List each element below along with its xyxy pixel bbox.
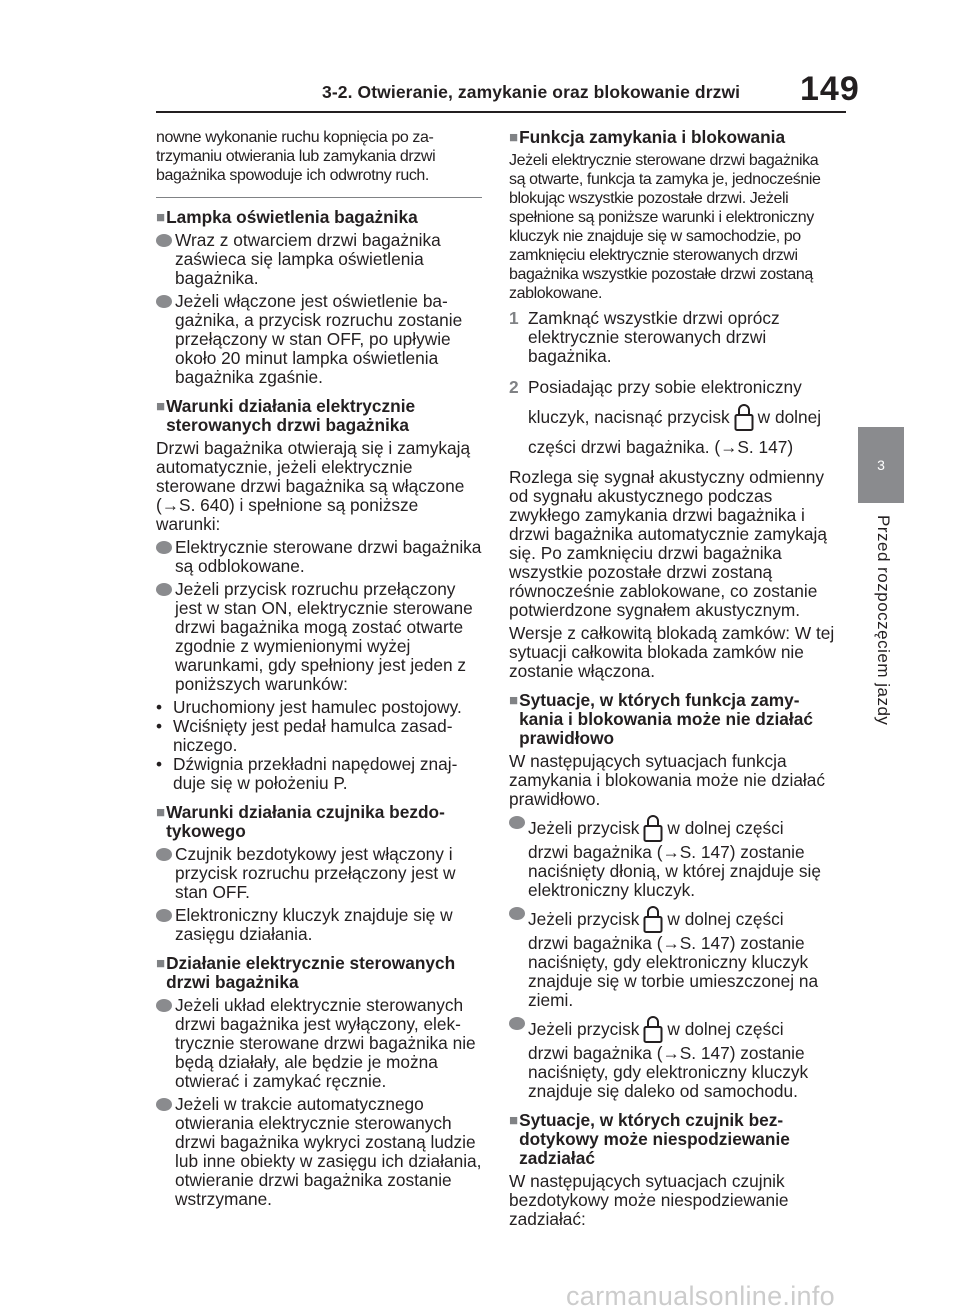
right-column xyxy=(509,128,835,1233)
square-marker-icon: ■ xyxy=(509,129,519,146)
body-paragraph: Rozlega się sygnał akustyczny odmienny od sygnału akustycznego podczas zwykłego zamykania drzwi bagażnika i drzwi bagażnika automatycznie zamykają się. Po zamknięciu drzwi bagażnika wszystkie pozostałe drzwi zostaną równocześnie zablokowane, co zostanie potwierdzone sygnałem akustycznym. xyxy=(509,467,827,620)
section-heading: ■ Sytuacje, w których funkcja zamykania i blokowania może nie działać prawidłowo xyxy=(509,690,813,748)
bullet-icon xyxy=(156,999,172,1012)
bullet-icon xyxy=(509,816,525,829)
bullet-icon xyxy=(156,909,172,922)
step-item: 2 Posiadając przy sobie elektroniczny kluczyk, nacisnąć przycisk w dolnej części drzwi bagażnika. (→S. 147) xyxy=(509,372,835,462)
step-item: 1 Zamknąć wszystkie drzwi oprócz elektrycznie sterowanych drzwi bagażnika. xyxy=(509,308,780,366)
body-paragraph: Wersje z całkowitą blokadą zamków: W tej sytuacji całkowita blokada zamków nie zostanie włączona. xyxy=(509,623,835,681)
intro-paragraph: nowne wykonanie ruchu kopnięcia po zatrzymaniu otwierania lub zamykania drzwi bagażnika spowoduje ich odwrotny ruch. xyxy=(156,129,436,184)
bullet-item: Elektroniczny kluczyk znajduje się w zasięgu działania. xyxy=(156,906,482,944)
bullet-icon xyxy=(156,1098,172,1111)
bullet-icon xyxy=(156,583,172,596)
section-heading: ■ Działanie elektrycznie sterowanych drzwi bagażnika xyxy=(156,953,456,992)
body-paragraph: W następujących sytuacjach funkcja zamykania i blokowania może nie działać prawidłowo. xyxy=(509,751,826,809)
small-bullet-icon: • xyxy=(156,697,163,717)
bullet-item: Jeżeli w trakcie automatycznego otwierania elektrycznie sterowanych drzwi bagażnika wykryci zostaną ludzie lub inne obiekty w zasięgu ich działania, otwieranie drzwi bagażnika zostanie wstrzymane. xyxy=(156,1095,482,1209)
body-paragraph: Drzwi bagażnika otwierają się i zamykają automatycznie, jeżeli elektrycznie sterowane drzwi bagażnika są włączone (→S. 640) i spełnione są poniższe warunki: xyxy=(156,438,471,534)
section-heading: ■ Warunki działania czujnika bezdotykowego xyxy=(156,802,445,841)
square-marker-icon: ■ xyxy=(156,955,166,972)
square-marker-icon: ■ xyxy=(156,209,166,226)
bullet-icon xyxy=(156,234,172,247)
square-marker-icon: ■ xyxy=(156,804,166,821)
bullet-icon xyxy=(156,848,172,861)
square-marker-icon: ■ xyxy=(509,692,519,709)
section-heading: ■ Funkcja zamykania i blokowania xyxy=(509,127,786,147)
bullet-item: Jeżeli przycisk rozruchu przełączony jest w stan ON, elektrycznie sterowane drzwi bagażnika mogą zostać otwarte zgodnie z wymienionymi wyżej warunkami, gdy spełniony jest jeden z poniższych warunków: xyxy=(156,580,482,694)
bullet-icon xyxy=(509,1017,525,1030)
bullet-item: Wraz z otwarciem drzwi bagażnika zaświeca się lampka oświetlenia bagażnika. xyxy=(156,231,482,288)
bullet-item: Jeżeli przycisk w dolnej części drzwi bagażnika (→S. 147) zostanie naciśnięty dłonią, w której znajduje się elektroniczny kluczyk. xyxy=(509,813,835,900)
bullet-item: Jeżeli układ elektrycznie sterowanych drzwi bagażnika jest wyłączony, elektrycznie sterowane drzwi bagażnika nie będą działały, ale będzie je można otwierać i zamykać ręcznie. xyxy=(156,996,482,1091)
bullet-icon xyxy=(156,295,172,308)
body-paragraph: Jeżeli elektrycznie sterowane drzwi bagażnika są otwarte, funkcja ta zamyka je, jednocześnie blokując wszystkie pozostałe drzwi. Jeżeli spełnione są poniższe warunki i elektroniczny kluczyk nie znajduje się w samochodzie, po zamknięciu elektrycznie sterowanych drzwi bagażnika wszystkie pozostałe drzwi zostaną zablokowane. xyxy=(509,152,821,302)
chapter-number: 3 xyxy=(877,457,885,473)
divider xyxy=(156,197,482,198)
page-number: 149 xyxy=(800,70,860,108)
small-bullet-icon: • xyxy=(156,716,163,736)
bullet-icon xyxy=(156,541,172,554)
chapter-tab xyxy=(858,427,904,503)
chapter-title: Przed rozpoczęciem jazdy xyxy=(874,515,893,726)
square-marker-icon: ■ xyxy=(156,398,166,415)
lock-icon xyxy=(734,402,754,432)
header-rule xyxy=(156,111,846,113)
square-marker-icon: ■ xyxy=(509,1112,519,1129)
sub-list-item: • Wciśnięty jest pedał hamulca zasadniczego. xyxy=(156,716,453,755)
bullet-item: Jeżeli przycisk w dolnej części drzwi bagażnika (→S. 147) zostanie naciśnięty, gdy elektroniczny kluczyk znajduje się daleko od samochodu. xyxy=(509,1014,835,1101)
watermark: carmanualsonline.info xyxy=(566,1281,835,1311)
sub-list-item: • Uruchomiony jest hamulec postojowy. xyxy=(156,697,462,717)
section-heading: ■ Lampka oświetlenia bagażnika xyxy=(156,207,418,227)
section-heading: ■ Warunki działania elektrycznie sterowanych drzwi bagażnika xyxy=(156,396,416,435)
step-number: 1 xyxy=(509,308,519,328)
step-number: 2 xyxy=(509,377,519,397)
lock-icon xyxy=(643,1014,663,1044)
lock-icon xyxy=(643,904,663,934)
small-bullet-icon: • xyxy=(156,754,163,774)
bullet-icon xyxy=(509,907,525,920)
bullet-item: Jeżeli włączone jest oświetlenie bagażnika, a przycisk rozruchu zostanie przełączony w stan OFF, po upływie około 20 minut lampka oświetlenia bagażnika zgaśnie. xyxy=(156,292,482,387)
left-column xyxy=(156,128,482,1213)
bullet-item: Elektrycznie sterowane drzwi bagażnika są odblokowane. xyxy=(156,538,482,576)
bullet-item: Jeżeli przycisk w dolnej części drzwi bagażnika (→S. 147) zostanie naciśnięty, gdy elektroniczny kluczyk znajduje się w torbie umieszczonej na ziemi. xyxy=(509,904,835,1010)
sub-list-item: • Dźwignia przekładni napędowej znajduje się w położeniu P. xyxy=(156,754,458,793)
body-paragraph: W następujących sytuacjach czujnik bezdotykowy może niespodziewanie zadziałać: xyxy=(509,1171,789,1229)
section-heading: ■ Sytuacje, w których czujnik bezdotykowy może niespodziewanie zadziałać xyxy=(509,1110,790,1168)
lock-icon xyxy=(643,813,663,843)
section-title: 3-2. Otwieranie, zamykanie oraz blokowanie drzwi xyxy=(322,82,741,102)
bullet-item: Czujnik bezdotykowy jest włączony i przycisk rozruchu przełączony jest w stan OFF. xyxy=(156,845,482,902)
